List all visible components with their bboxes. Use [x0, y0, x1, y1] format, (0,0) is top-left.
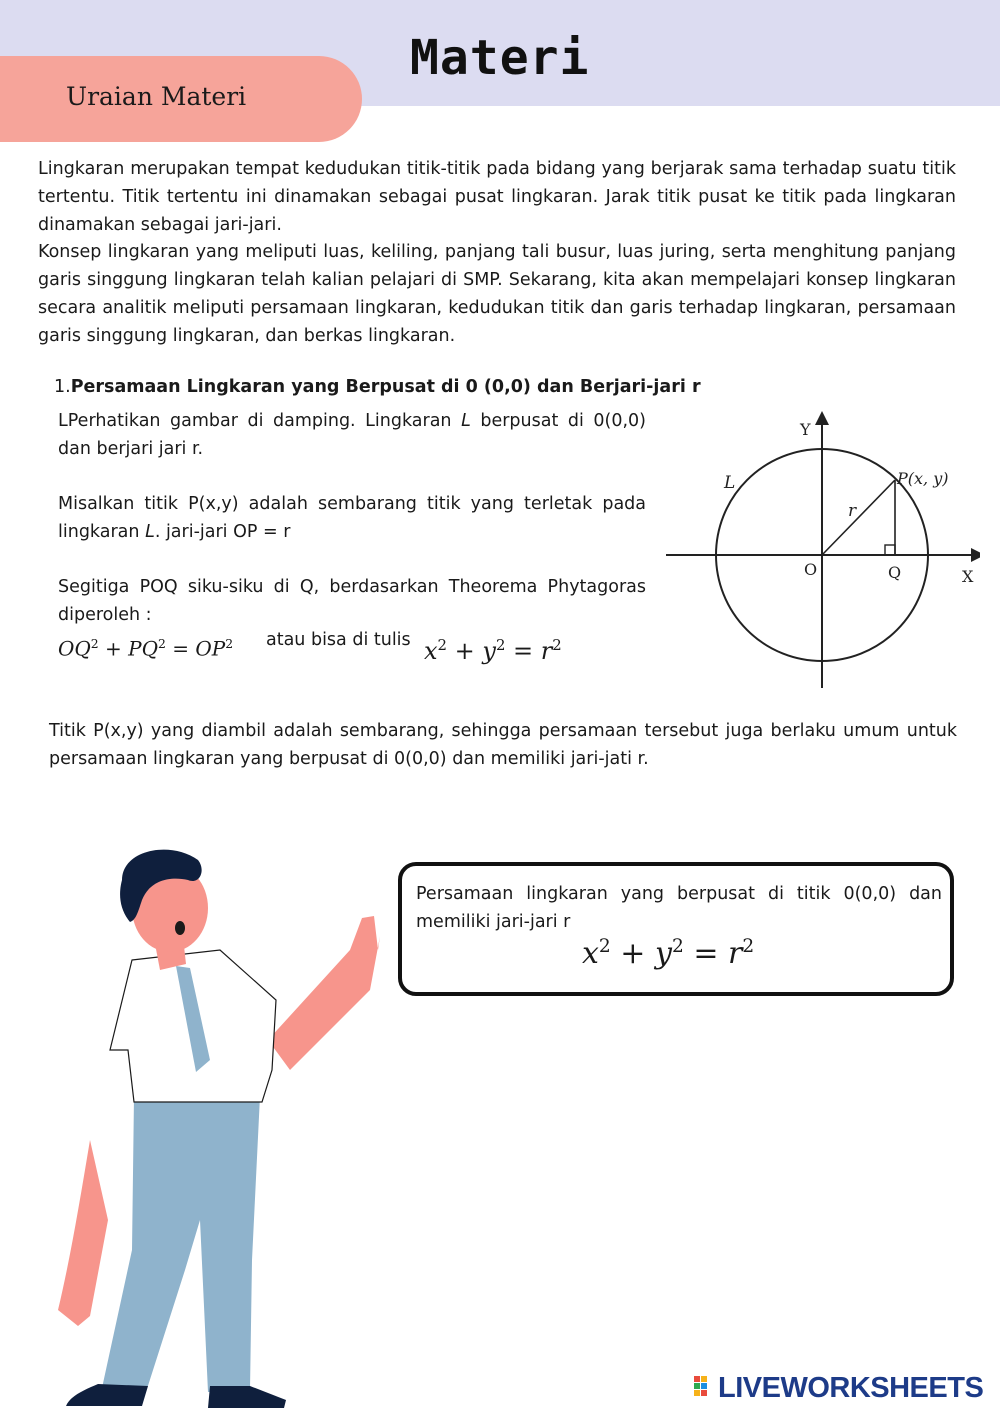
general-paragraph: Titik P(x,y) yang diambil adalah sembarang, sehingga persamaan tersebut juga berlaku umum untuk persamaan lingkaran yang berpusat di 0(0,0) dan memiliki jari-jati r. — [49, 721, 957, 769]
x-axis-label: X — [962, 567, 974, 586]
circle-equation: $x^2 + y^2 = r^2$ — [424, 636, 562, 665]
right-angle-marker — [885, 545, 895, 555]
callout-text: Persamaan lingkaran yang berpusat di titik 0(0,0) dan memiliki jari-jari r — [416, 884, 942, 932]
section-number: 1. — [54, 377, 71, 397]
page-title: Materi — [410, 30, 590, 86]
y-axis-label: Y — [800, 420, 811, 439]
intro-paragraph-1: Lingkaran merupakan tempat kedudukan titik-titik pada bidang yang berjarak sama terhadap suatu titik tertentu. Titik tertentu ini dinamakan sebagai pusat lingkaran. Jarak titik pusat ke titik pada lingkaran dinamakan sebagai jari-jari. — [38, 159, 956, 235]
left-shoe-shape — [66, 1384, 148, 1406]
section-title: Persamaan Lingkaran yang Berpusat di 0 (0,0) dan Berjari-jari r — [70, 377, 701, 397]
left-arm-shape — [58, 1140, 108, 1326]
right-shoe-shape — [208, 1386, 286, 1408]
q-label: Q — [888, 563, 902, 582]
p-label: P(x, y) — [897, 469, 949, 488]
section-tab — [0, 56, 362, 142]
raised-arm-shape — [268, 916, 380, 1070]
equation-connector: atau bisa di tulis — [266, 630, 411, 650]
origin-label: O — [804, 560, 818, 579]
mouth-shape — [175, 921, 185, 935]
circle-diagram — [660, 410, 980, 692]
pythagoras-equation-row — [58, 628, 658, 672]
point-paragraph: Misalkan titik P(x,y) adalah sembarang titik yang terletak pada lingkaran L. jari-jari OP = r — [58, 494, 646, 542]
section-tab-label: Uraian Materi — [66, 82, 247, 111]
section-heading — [54, 374, 701, 400]
circle-L-label: L — [724, 473, 736, 493]
radius-label: r — [848, 501, 857, 521]
logo-text: LIVEWORKSHEETS — [718, 1372, 984, 1404]
summary-callout — [398, 862, 954, 996]
pythagoras-equation: $OQ^2 + PQ^2 = OP^2$ — [58, 636, 234, 661]
radius-line — [822, 480, 895, 555]
intro-paragraph-2: Konsep lingkaran yang meliputi luas, keliling, panjang tali busur, luas juring, serta menghitung panjang garis singgung lingkaran telah kalian pelajari di SMP. Sekarang, kita akan mempelajari konsep lingkaran secara analitik meliputi persamaan lingkaran, kedudukan titik dan garis terhadap lingkaran, persamaan garis singgung lingkaran, dan berkas lingkaran. — [38, 242, 956, 346]
logo-mark-icon — [694, 1376, 714, 1404]
observe-paragraph: LPerhatikan gambar di damping. Lingkaran L berpusat di 0(0,0) dan berjari jari r. — [58, 411, 646, 459]
triangle-paragraph: Segitiga POQ siku-siku di Q, berdasarkan Theorema Phytagoras diperoleh : — [58, 577, 646, 625]
pants-shape — [102, 1096, 260, 1392]
callout-equation: $x^2 + y^2 = r^2$ — [582, 936, 755, 971]
student-illustration — [50, 840, 400, 1414]
